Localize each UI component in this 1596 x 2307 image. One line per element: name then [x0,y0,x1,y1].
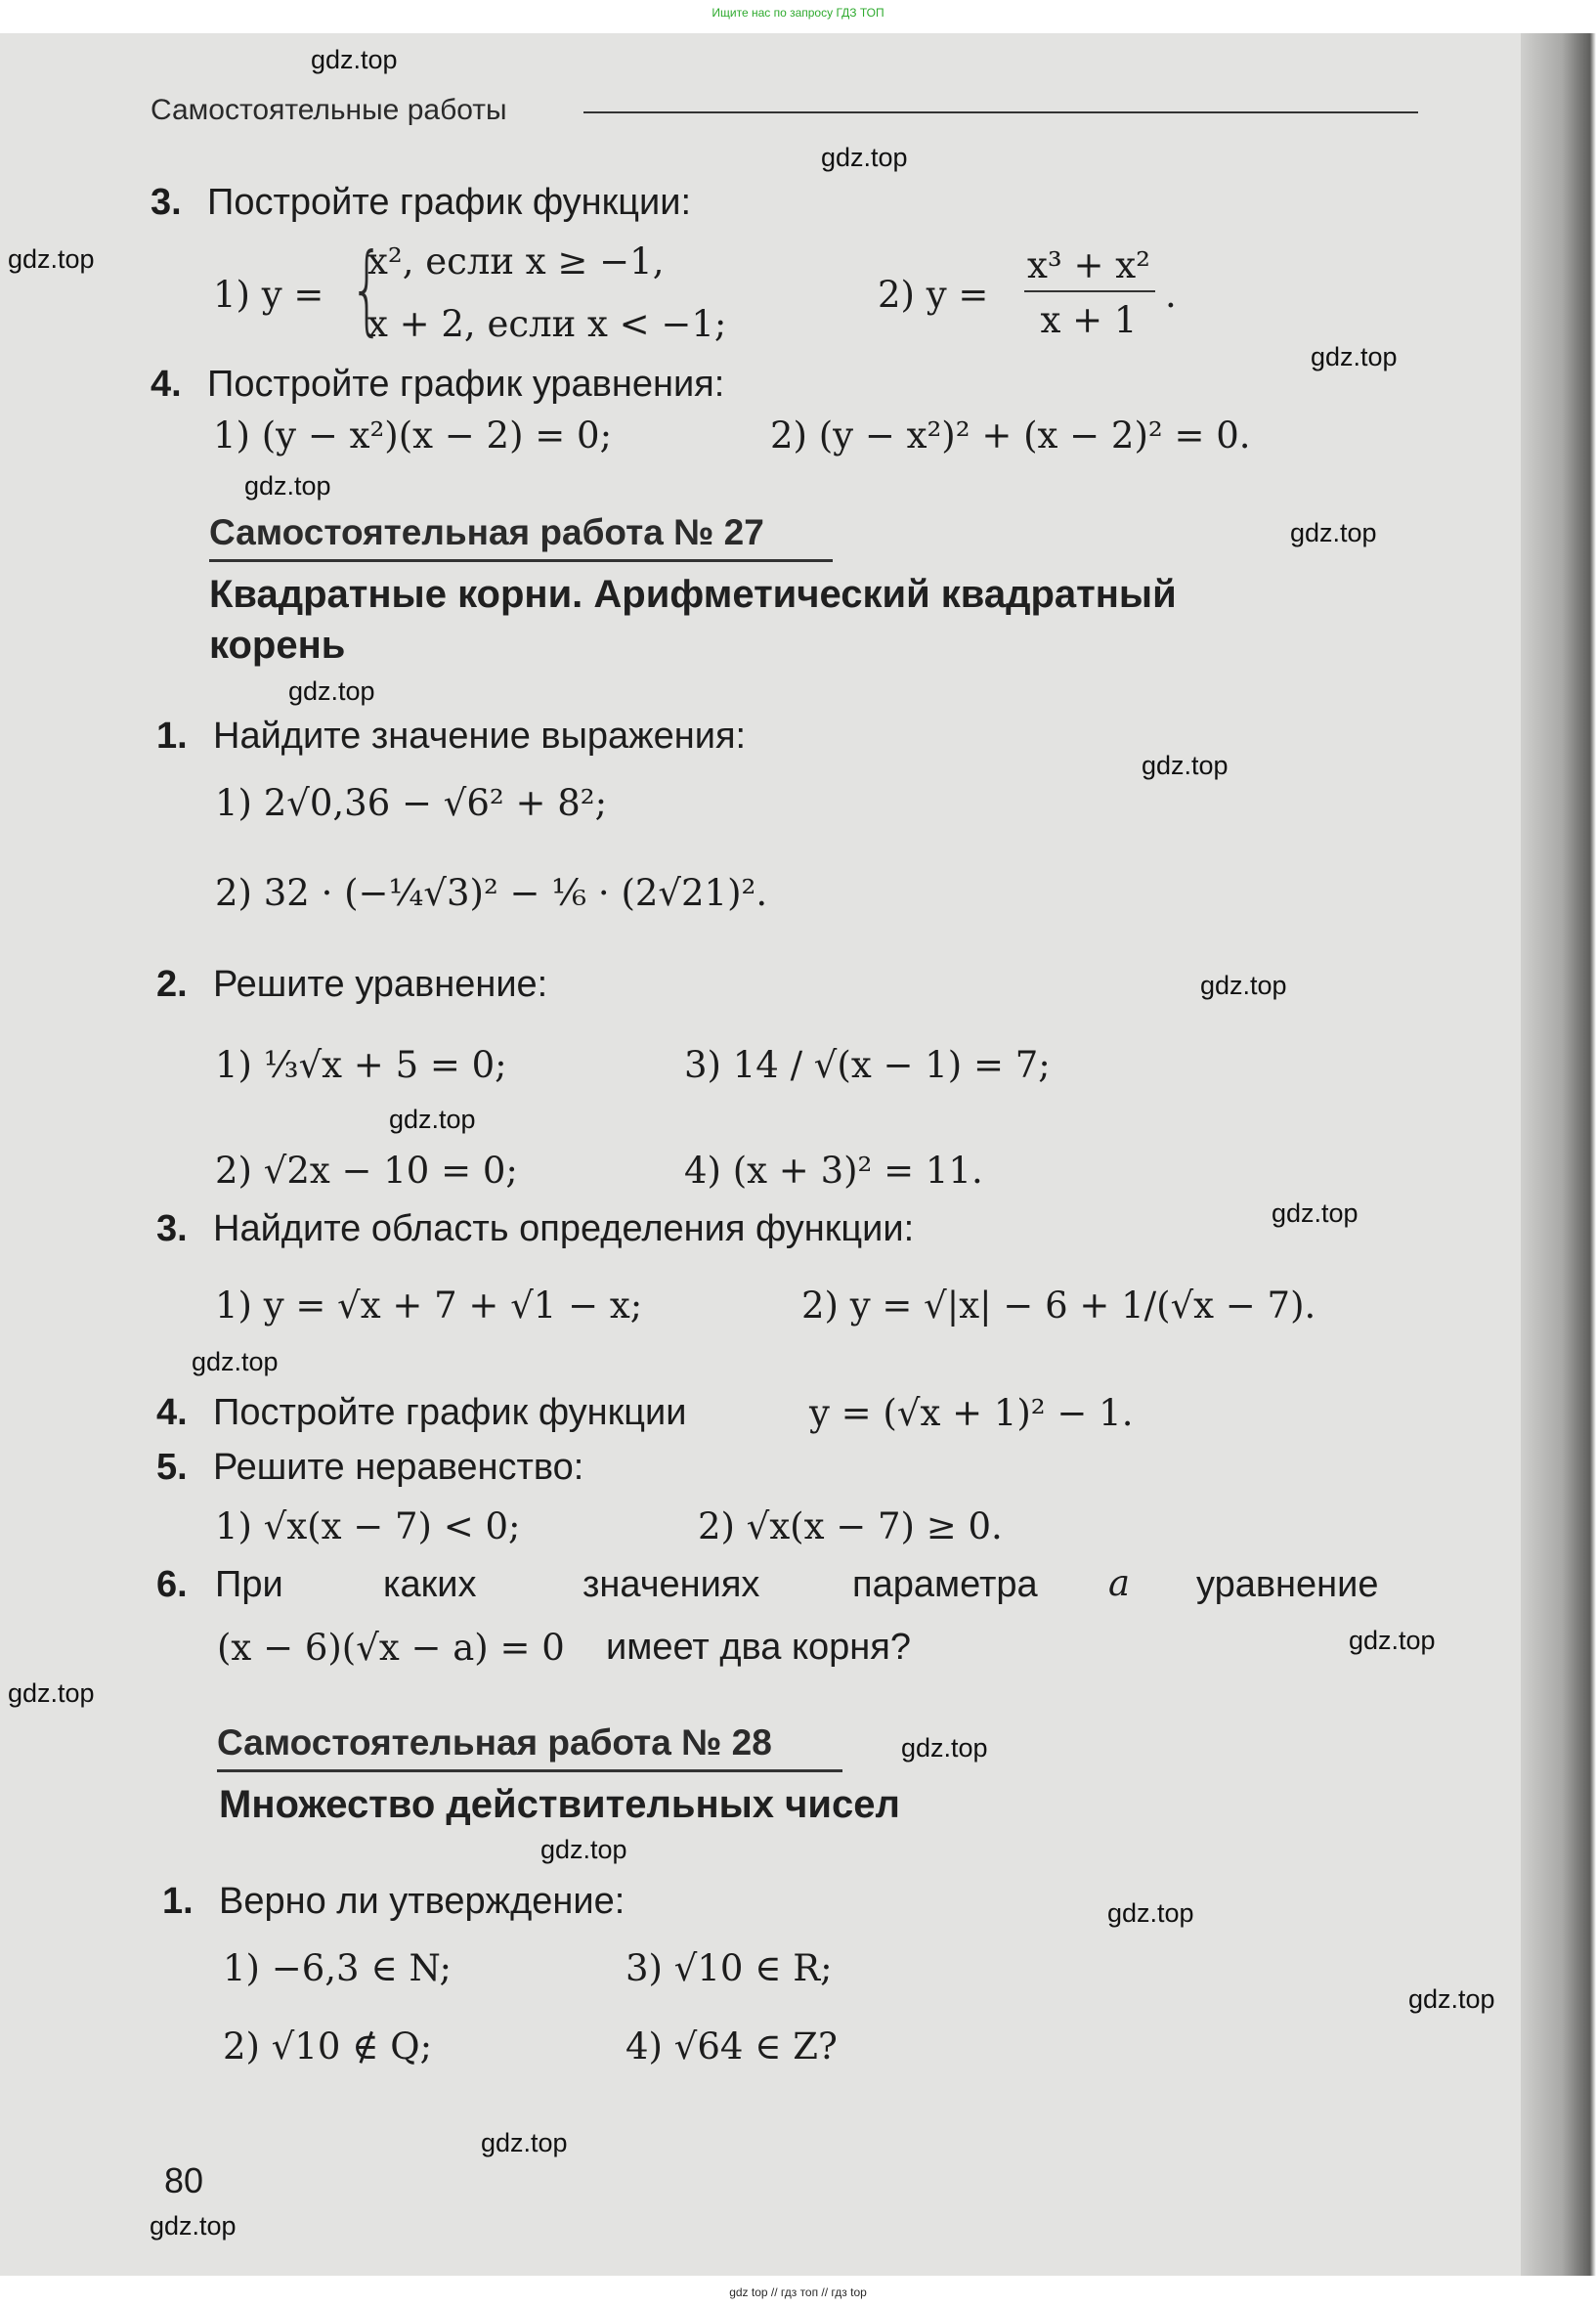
title-rule [209,559,833,562]
item-1: 1) −6,3 ∈ N; [223,1947,453,1989]
fraction-bar [1024,290,1155,292]
task-number: 3. [156,1208,188,1249]
left-brace: { [350,232,384,346]
item-1: 1) 2√0,36 − √6² + 8²; [215,782,608,824]
watermark: gdz.top [1142,751,1229,780]
header-rule [583,111,1418,113]
task-text: Найдите область определения функции: [213,1208,915,1249]
item-label: 2) y = [878,274,989,316]
task-text: Постройте график уравнения: [207,364,725,405]
piece-case-1: x², если x ≥ −1, [367,240,665,283]
watermark: gdz.top [901,1733,988,1763]
task-number: 2. [156,964,188,1005]
task-number: 1. [162,1881,194,1922]
page-edge-shadow [1521,33,1596,2276]
title-rule [217,1769,842,1772]
punctuation: . [1165,274,1177,316]
item-2: 2) y = √|x| − 6 + 1/(√x − 7). [801,1284,1316,1327]
item-1: 1) ⅓√x + 5 = 0; [215,1044,507,1086]
task-number: 4. [156,1392,188,1433]
fraction-numerator: x³ + x² [1027,244,1150,286]
task-text: Верно ли утверждение: [219,1881,625,1922]
task-word: уравнение [1196,1564,1379,1605]
task-text: Найдите значение выражения: [213,716,747,757]
task-text: имеет два корня? [606,1627,911,1668]
bottom-footer: gdz top // гдз топ // гдз top [729,2285,867,2299]
watermark: gdz.top [821,143,908,172]
watermark: gdz.top [540,1835,627,1864]
running-header: Самостоятельные работы [151,94,507,126]
task-number: 5. [156,1447,188,1488]
piece-case-2: x + 2, если x < −1; [367,303,727,345]
item-1: 1) y = √x + 7 + √1 − x; [215,1284,643,1327]
item-3: 3) 14 / √(x − 1) = 7; [684,1044,1051,1086]
task-word: значениях [582,1564,760,1605]
task-text: Решите уравнение: [213,964,548,1005]
item-3: 3) √10 ∈ R; [625,1947,833,1989]
fraction-denominator: x + 1 [1040,299,1138,341]
watermark: gdz.top [311,45,398,74]
task-number: 1. [156,716,188,757]
watermark: gdz.top [1272,1198,1359,1228]
item-label: 1) y = [213,274,324,316]
watermark: gdz.top [1107,1898,1194,1928]
item-2: 2) √10 ∉ Q; [223,2025,433,2068]
item-4: 4) (x + 3)² = 11. [684,1150,983,1192]
watermark: gdz.top [1349,1626,1436,1655]
watermark: gdz.top [481,2128,568,2157]
task-number: 4. [151,364,182,405]
watermark: gdz.top [244,471,331,501]
page-number: 80 [164,2160,204,2200]
watermark: gdz.top [192,1347,279,1376]
formula: (x − 6)(√x − a) = 0 [217,1627,565,1669]
section-subtitle: Множество действительных чисел [219,1783,900,1826]
task-number: 6. [156,1564,188,1605]
top-banner: Ищите нас по запросу ГДЗ ТОП [712,6,884,20]
watermark: gdz.top [8,1678,95,1708]
task-number: 3. [151,182,182,223]
item-2: 2) √x(x − 7) ≥ 0. [698,1505,1003,1547]
task-text: Постройте график функции [213,1392,687,1433]
item-2: 2) 32 · (−¼√3)² − ⅙ · (2√21)². [215,872,768,914]
section-title: Самостоятельная работа № 28 [217,1722,772,1763]
watermark: gdz.top [389,1105,476,1134]
item-4: 4) √64 ∈ Z? [625,2025,838,2068]
item-2: 2) √2x − 10 = 0; [215,1150,518,1192]
task-word: параметра [852,1564,1038,1605]
section-subtitle: Квадратные корни. Арифметический квадратный [209,573,1177,616]
watermark: gdz.top [288,676,375,706]
section-subtitle: корень [209,624,346,667]
item-1: 1) (y − x²)(x − 2) = 0; [213,414,613,457]
task-word: каких [383,1564,477,1605]
formula: y = (√x + 1)² − 1. [809,1392,1134,1434]
task-word: При [215,1564,283,1605]
watermark: gdz.top [1408,1984,1495,2014]
section-title: Самостоятельная работа № 27 [209,512,764,552]
watermark: gdz.top [1290,518,1377,547]
item-2: 2) (y − x²)² + (x − 2)² = 0. [770,414,1251,457]
item-1: 1) √x(x − 7) < 0; [215,1505,521,1547]
watermark: gdz.top [8,244,95,274]
watermark: gdz.top [1311,342,1398,371]
task-word: a [1108,1562,1131,1604]
task-text: Решите неравенство: [213,1447,584,1488]
watermark: gdz.top [150,2211,237,2241]
watermark: gdz.top [1200,971,1287,1000]
task-text: Постройте график функции: [207,182,692,223]
